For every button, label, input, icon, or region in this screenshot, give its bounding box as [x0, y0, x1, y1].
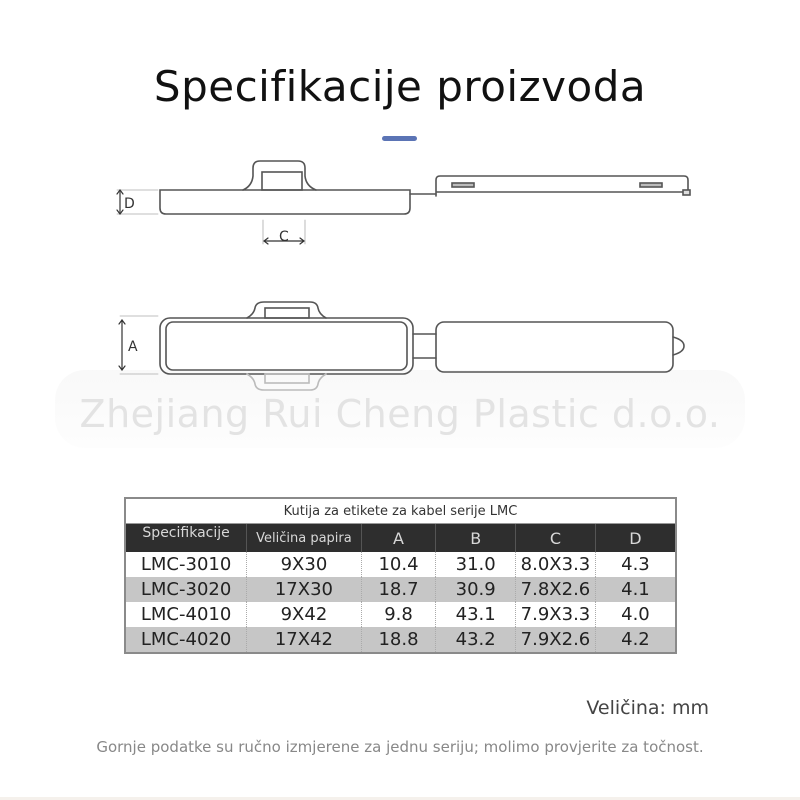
col-header-spec: Specifikacije	[125, 524, 247, 553]
cell-b: 30.9	[436, 577, 516, 602]
table-caption-row	[125, 498, 676, 524]
cell-c: 8.0X3.3	[516, 552, 596, 577]
cell-model: LMC-4010	[125, 602, 247, 627]
spec-table	[124, 497, 677, 654]
dim-label-c: C	[279, 229, 289, 245]
top-view	[119, 302, 684, 390]
cell-model: LMC-3020	[125, 577, 247, 602]
cell-c: 7.8X2.6	[516, 577, 596, 602]
cell-model: LMC-3010	[125, 552, 247, 577]
cell-c: 7.9X3.3	[516, 602, 596, 627]
table-row	[125, 602, 676, 627]
cell-paper-size: 17X42	[247, 627, 361, 653]
page-title: Specifikacije proizvoda	[153, 62, 647, 111]
disclaimer-note: Gornje podatke su ručno izmjerene za jednu seriju; molimo provjerite za točnost.	[96, 738, 704, 756]
cell-model: LMC-4020	[125, 627, 247, 653]
cell-paper-size: 9X30	[247, 552, 361, 577]
table-row	[125, 627, 676, 653]
table-header-row	[125, 524, 676, 553]
cell-b: 43.1	[436, 602, 516, 627]
col-header-a: A	[361, 524, 436, 553]
unit-label: Veličina: mm	[586, 697, 709, 719]
cell-b: 31.0	[436, 552, 516, 577]
col-header-paper-size: Veličina papira	[247, 524, 361, 553]
cell-d: 4.2	[595, 627, 676, 653]
cell-a: 10.4	[361, 552, 436, 577]
col-header-d: D	[595, 524, 676, 553]
col-header-c: C	[516, 524, 596, 553]
cell-b: 43.2	[436, 627, 516, 653]
cell-a: 18.8	[361, 627, 436, 653]
cell-c: 7.9X2.6	[516, 627, 596, 653]
cell-paper-size: 9X42	[247, 602, 361, 627]
watermark-text: Zhejiang Rui Cheng Plastic d.o.o.	[79, 392, 721, 436]
col-header-b: B	[436, 524, 516, 553]
dim-label-a: A	[128, 339, 138, 355]
table-row	[125, 577, 676, 602]
side-view	[117, 161, 690, 244]
cell-paper-size: 17X30	[247, 577, 361, 602]
cell-d: 4.0	[595, 602, 676, 627]
cell-a: 9.8	[361, 602, 436, 627]
cell-d: 4.3	[595, 552, 676, 577]
dim-label-d: D	[124, 196, 135, 212]
cell-a: 18.7	[361, 577, 436, 602]
table-caption: Kutija za etikete za kabel serije LMC	[125, 498, 676, 524]
cell-d: 4.1	[595, 577, 676, 602]
table-row	[125, 552, 676, 577]
